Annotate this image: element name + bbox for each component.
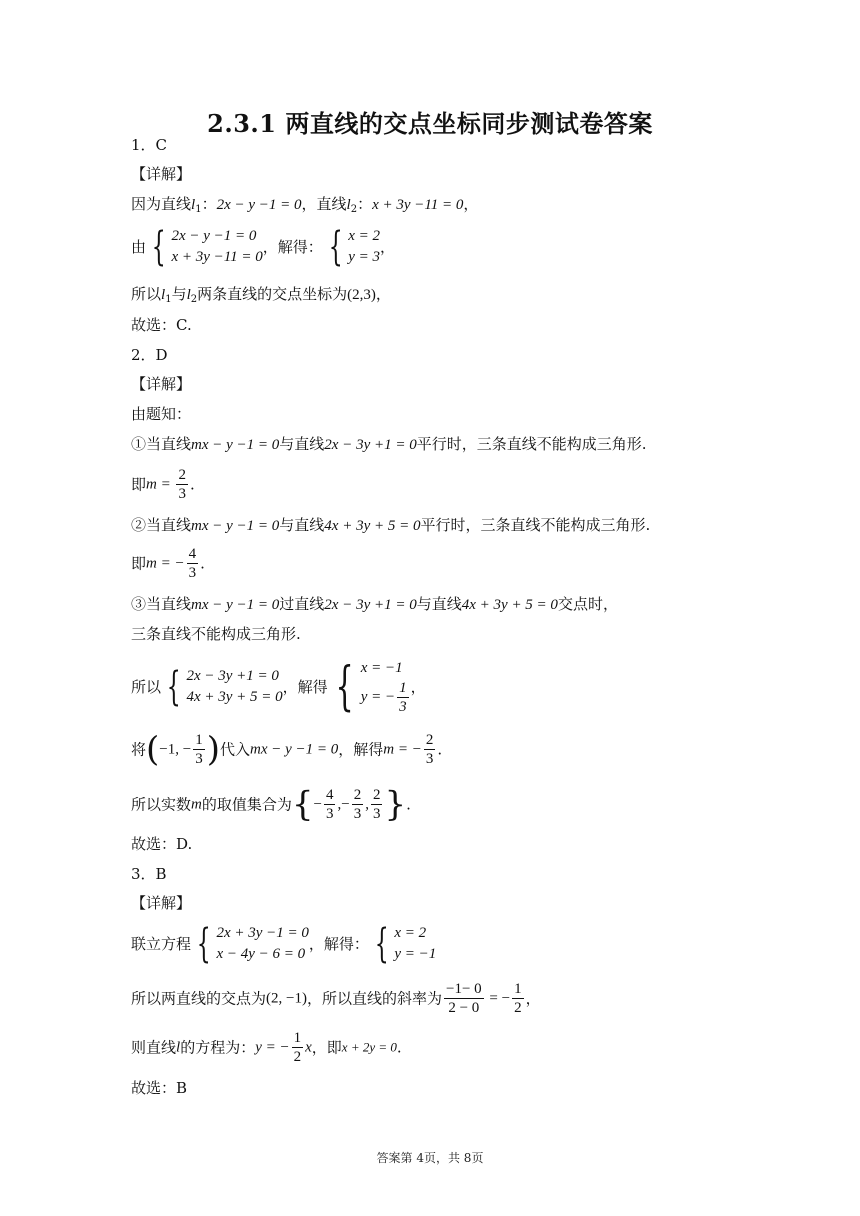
brace-glyph: { [151,224,166,270]
q1-choice: 故选：C. [131,316,192,334]
q2-case-3: ③当直线mx − y −1 = 0过直线2x − 3y +1 = 0与直线4x + 3y + 5 = 0交点时， [131,595,618,613]
brace-glyph: { [196,921,211,967]
q3-system: 联立方程 { 2x + 3y −1 = 0 x − 4y − 6 = 0 ，解得： { x = 2 y = −1 [131,921,437,967]
brace-glyph: { [166,664,181,710]
q2-case-1: ①当直线mx − y −1 = 0与直线2x − 3y +1 = 0平行时，三条直线不能构成三角形. [131,435,647,453]
page-footer: 答案第 4页，共 8页 [376,1151,484,1165]
q2-value-set: 所以实数m的取值集合为{− $\frac{4}{3}$ ,− $\frac{2}{3}$ , $\frac{2}{3}$ }. [131,784,411,825]
brace-glyph: { [335,657,354,717]
fraction: $\frac{1}{3}$ [399,680,407,715]
q3-intersection-slope: 所以两直线的交点为(2, −1)，所以直线的斜率为 $\frac{-1- 0}{2 - 0}$ = − $\frac{1}{2}$ ， [131,981,541,1016]
brace-glyph: { [374,921,389,967]
q2-answer-head: 2．D [131,346,168,364]
q3-detail-label: 【详解】 [131,894,192,912]
q2-case-2-result: 即m = − $\frac{4}{3}$ . [131,546,205,581]
q1-given-lines: 因为直线$l_1$：2x − y −1 = 0，直线$l_2$：x + 3y −11 = 0， [131,195,479,215]
fraction: $\frac{2}{3}$ [353,787,362,822]
q3-answer-head: 3．B [131,865,167,883]
brace-glyph: { [328,224,343,270]
fraction: $\frac{2}{3}$ [178,467,186,502]
q2-case-1-result: 即m = $\frac{2}{3}$ . [131,467,195,502]
fraction: $\frac{1}{3}$ [195,732,203,767]
q2-case-3-cont: 三条直线不能构成三角形. [131,625,301,643]
q3-line-equation: 则直线l的方程为：y = − $\frac{1}{2}$ x，即x + 2y = 0. [131,1030,402,1065]
fraction: $\frac{1}{2}$ [514,981,522,1016]
fraction: $\frac{2}{3}$ [425,732,434,767]
q3-choice: 故选：B [131,1079,188,1097]
fraction: $\frac{4}{3}$ [188,546,197,581]
fraction: $\frac{2}{3}$ [372,787,381,822]
q2-given: 由题知： [131,405,192,423]
q1-answer-head: 1．C [131,136,168,154]
fraction: $\frac{1}{2}$ [293,1030,302,1065]
q2-substitution: 将(−1, − $\frac{1}{3}$ )代入mx − y −1 = 0，解得m = − $\frac{2}{3}$ . [131,729,443,770]
q1-conclusion: 所以$l_1$与$l_2$两条直线的交点坐标为(2,3)， [131,285,391,305]
q2-case-2: ②当直线mx − y −1 = 0与直线4x + 3y + 5 = 0平行时，三条直线不能构成三角形. [131,516,651,534]
q1-system: 由 { 2x − y −1 = 0 x + 3y −11 = 0 ，解得： { x = 2 y = 3 ， [131,224,396,270]
q2-choice: 故选：D. [131,835,193,853]
page-title: 2.3.1 两直线的交点坐标同步测试卷答案 [207,109,653,138]
q1-detail-label: 【详解】 [131,165,192,183]
fraction: $\frac{4}{3}$ [325,787,334,822]
q2-system: 所以 { 2x − 3y +1 = 0 4x + 3y + 5 = 0 ，解得 { x = −1 y = − $\frac{1}{3}$ ， [131,657,426,717]
q2-detail-label: 【详解】 [131,375,192,393]
fraction: $\frac{-1- 0}{2 - 0}$ [445,981,482,1016]
